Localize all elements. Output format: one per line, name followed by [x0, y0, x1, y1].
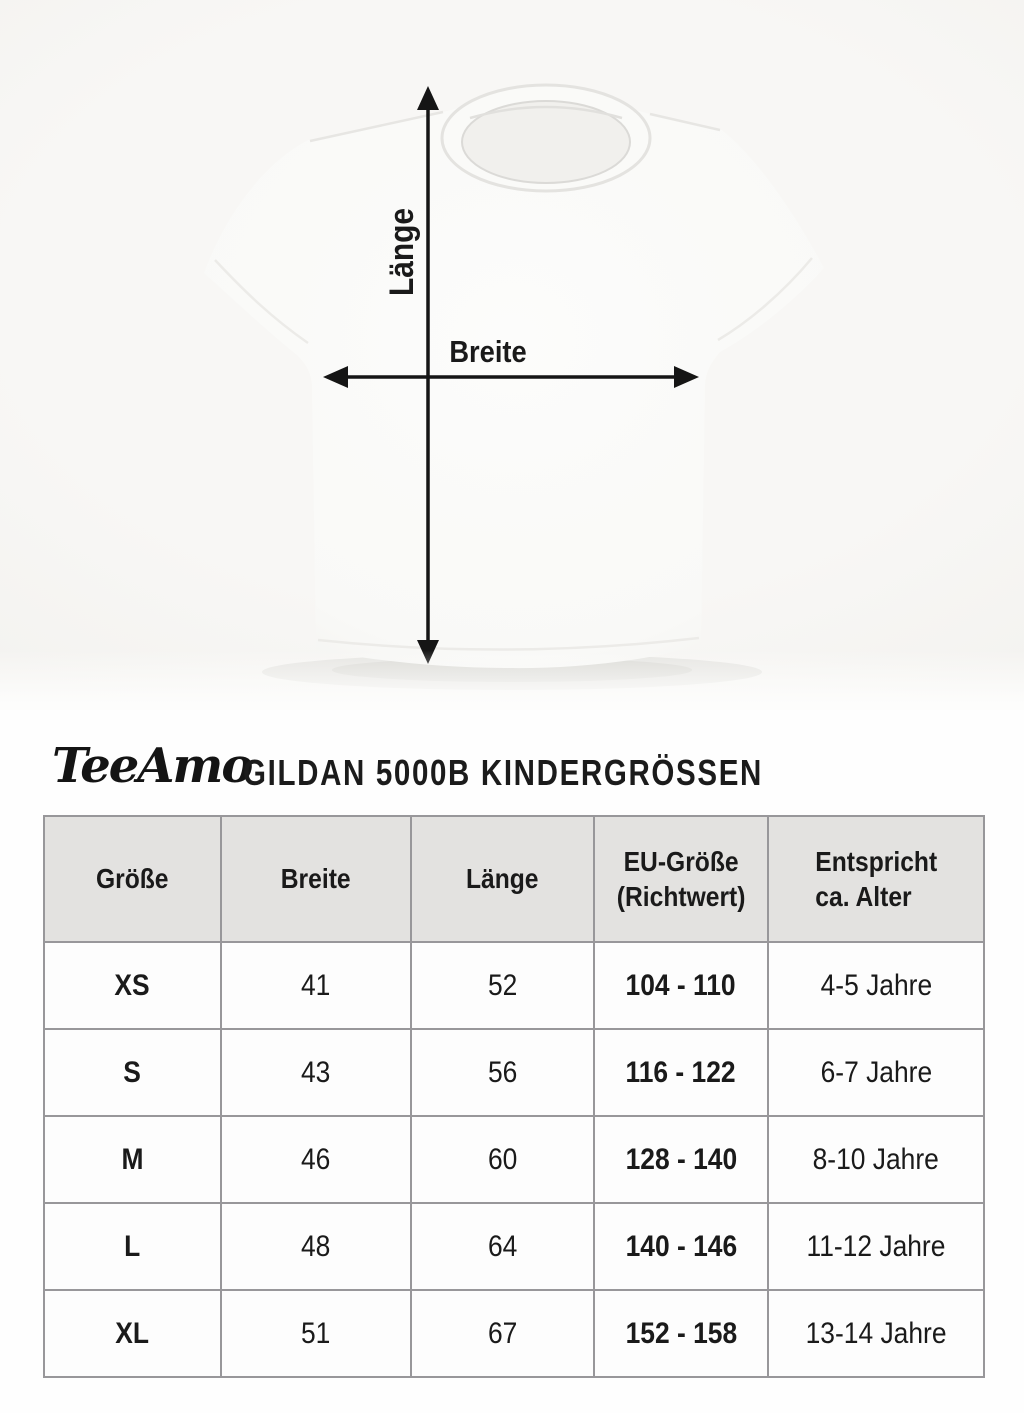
col-header-laenge: Länge	[411, 816, 594, 942]
cell-alter: 13-14 Jahre	[768, 1290, 984, 1377]
laenge-arrowhead-top	[417, 86, 439, 110]
cell-size: L	[44, 1203, 221, 1290]
cell-breite: 48	[221, 1203, 411, 1290]
page-title: GILDAN 5000B KINDERGRÖSSEN	[243, 752, 763, 793]
breite-arrowhead-left	[323, 366, 348, 388]
col-header-alter	[768, 816, 984, 942]
cell-breite: 43	[221, 1029, 411, 1116]
cell-laenge: 56	[411, 1029, 594, 1116]
size-table-header	[44, 816, 984, 942]
cell-breite: 51	[221, 1290, 411, 1377]
cell-alter: 11-12 Jahre	[768, 1203, 984, 1290]
laenge-arrowhead-bottom	[417, 640, 439, 664]
cell-alter: 6-7 Jahre	[768, 1029, 984, 1116]
col-header-alter-line1: Entspricht	[815, 846, 937, 877]
table-row-m	[44, 1116, 984, 1203]
table-row-l	[44, 1203, 984, 1290]
cell-laenge: 64	[411, 1203, 594, 1290]
col-header-breite: Breite	[221, 816, 411, 942]
cell-eu: 104 - 110	[594, 942, 768, 1029]
col-header-eu-line1: EU-Größe	[623, 846, 739, 877]
shirt-shadow	[262, 654, 762, 690]
cell-size: XL	[44, 1290, 221, 1377]
cell-laenge: 60	[411, 1116, 594, 1203]
cell-eu: 128 - 140	[594, 1116, 768, 1203]
cell-breite: 46	[221, 1116, 411, 1203]
shirt-shadow-inner	[332, 658, 692, 682]
size-table	[43, 815, 985, 1378]
cell-eu: 152 - 158	[594, 1290, 768, 1377]
table-row-xl	[44, 1290, 984, 1377]
col-header-alter-line2: ca. Alter	[815, 881, 912, 912]
cell-alter: 4-5 Jahre	[768, 942, 984, 1029]
laenge-dimension-label: Länge	[383, 207, 421, 297]
cell-eu: 116 - 122	[594, 1029, 768, 1116]
cell-size: M	[44, 1116, 221, 1203]
cell-breite: 41	[221, 942, 411, 1029]
col-header-groesse: Größe	[44, 816, 221, 942]
cell-alter: 8-10 Jahre	[768, 1116, 984, 1203]
breite-arrowhead-right	[674, 366, 699, 388]
col-header-eu-line2: (Richtwert)	[616, 881, 746, 912]
brand-logo: TeeAmo	[52, 738, 252, 794]
breite-dimension-label: Breite	[449, 334, 527, 369]
header-row	[44, 816, 984, 942]
cell-eu: 140 - 146	[594, 1203, 768, 1290]
size-table-body	[44, 942, 984, 1377]
table-row-xs	[44, 942, 984, 1029]
cell-laenge: 67	[411, 1290, 594, 1377]
cell-size: S	[44, 1029, 221, 1116]
cell-size: XS	[44, 942, 221, 1029]
col-header-eu	[594, 816, 768, 942]
cell-laenge: 52	[411, 942, 594, 1029]
table-row-s	[44, 1029, 984, 1116]
